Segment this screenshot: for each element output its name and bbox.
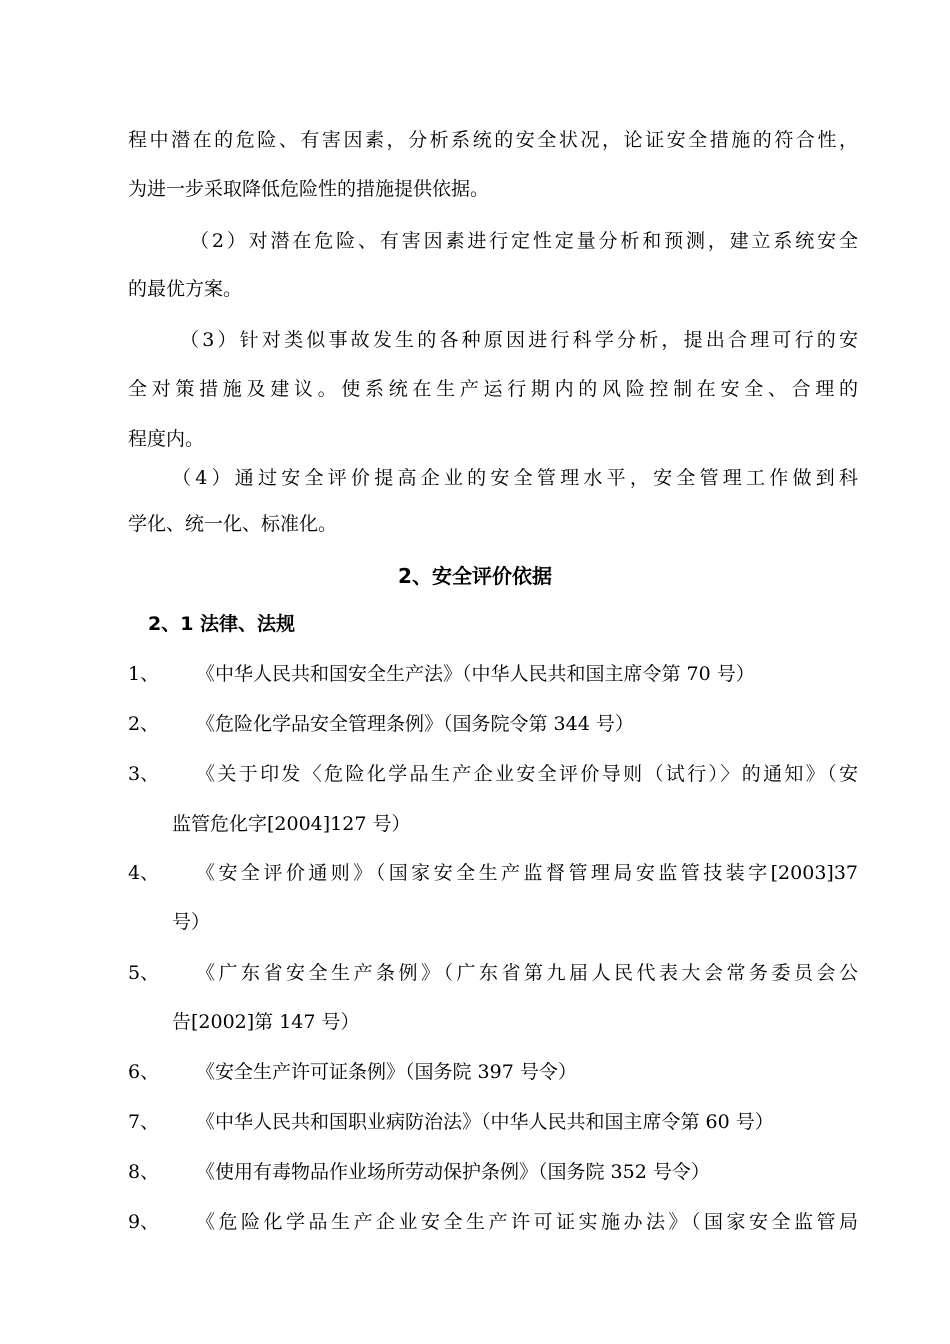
list-item-number: 2、 — [128, 713, 160, 735]
list-item-text: 《安全生产许可证条例》（国务院 397 号令） — [196, 1061, 577, 1083]
list-item-number: 1、 — [128, 663, 160, 685]
list-item-continuation: 监管危化字[2004]127 号） — [172, 813, 411, 835]
list-item-text: 《关于印发〈危险化学品生产企业安全评价导则（试行）〉的通知》（安 — [196, 763, 858, 785]
section-title: 2、安全评价依据 — [398, 564, 552, 588]
paragraph-line: （3）针对类似事故发生的各种原因进行科学分析，提出合理可行的安 — [180, 329, 858, 351]
paragraph-line: （4）通过安全评价提高企业的安全管理水平，安全管理工作做到科 — [172, 467, 858, 489]
list-item-text: 《安全评价通则》（国家安全生产监督管理局安监管技装字[2003]37 — [196, 862, 858, 884]
paragraph-line: 学化、统一化、标准化。 — [128, 513, 338, 535]
paragraph-line: 全对策措施及建议。使系统在生产运行期内的风险控制在安全、合理的 — [128, 378, 858, 400]
list-item-text: 《广东省安全生产条例》（广东省第九届人民代表大会常务委员会公 — [196, 962, 858, 984]
list-item-number: 4、 — [128, 862, 160, 884]
subsection-title: 2、1 法律、法规 — [148, 613, 296, 635]
list-item-text: 《使用有毒物品作业场所劳动保护条例》（国务院 352 号令） — [196, 1161, 710, 1183]
list-item-text: 《危险化学品安全管理条例》（国务院令第 344 号） — [196, 713, 634, 735]
list-item-number: 9、 — [128, 1211, 160, 1233]
list-item-text: 《中华人民共和国职业病防治法》（中华人民共和国主席令第 60 号） — [196, 1111, 774, 1133]
list-item-text: 《危险化学品生产企业安全生产许可证实施办法》（国家安全监管局 — [196, 1211, 858, 1233]
paragraph-line: 为进一步采取降低危险性的措施提供依据。 — [128, 178, 490, 200]
list-item-number: 3、 — [128, 763, 160, 785]
list-item-continuation: 告[2002]第 147 号） — [172, 1011, 360, 1033]
paragraph-line: 程度内。 — [128, 428, 205, 450]
list-item-number: 7、 — [128, 1111, 160, 1133]
list-item-number: 5、 — [128, 962, 160, 984]
paragraph-line: 的最优方案。 — [128, 278, 243, 300]
list-item-text: 《中华人民共和国安全生产法》（中华人民共和国主席令第 70 号） — [196, 663, 755, 685]
list-item-number: 6、 — [128, 1061, 160, 1083]
list-item-continuation: 号） — [172, 911, 211, 933]
paragraph-line: 程中潜在的危险、有害因素，分析系统的安全状况，论证安全措施的符合性， — [128, 129, 858, 151]
paragraph-line: （2）对潜在危险、有害因素进行定性定量分析和预测，建立系统安全 — [190, 230, 858, 252]
list-item-number: 8、 — [128, 1161, 160, 1183]
